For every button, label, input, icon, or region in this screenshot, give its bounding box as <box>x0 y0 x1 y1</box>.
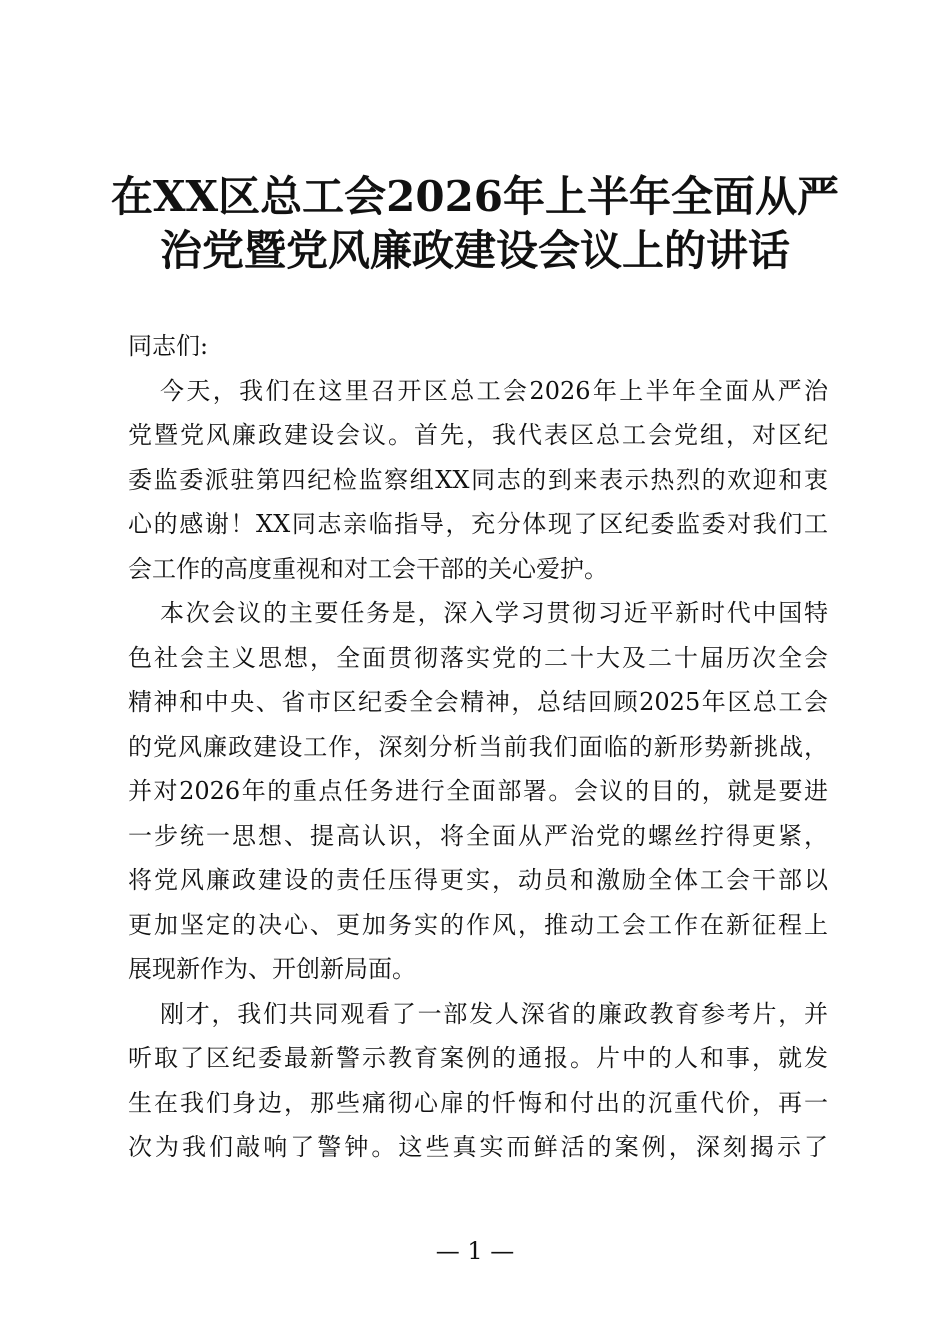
paragraph-line: 精神和中央、省市区纪委全会精神，总结回顾2025年区总工会 <box>128 688 828 716</box>
paragraph-line: 刚才，我们共同观看了一部发人深省的廉政教育参考片，并 <box>160 999 828 1028</box>
paragraph-line: 听取了区纪委最新警示教育案例的通报。片中的人和事，就发 <box>128 1044 828 1072</box>
document-body <box>128 324 828 1170</box>
paragraph-3 <box>128 992 828 1170</box>
paragraph-line: 委监委派驻第四纪检监察组XX同志的到来表示热烈的欢迎和衷 <box>128 465 828 494</box>
paragraph-2 <box>128 591 828 992</box>
paragraph-line: 会工作的高度重视和对工会干部的关心爱护。 <box>128 554 608 583</box>
title-line: 在XX区总工会2026年上半年全面从严 <box>110 172 840 221</box>
paragraph-line: 生在我们身边，那些痛彻心扉的忏悔和付出的沉重代价，再一 <box>128 1088 828 1117</box>
title-line: 治党暨党风廉政建设会议上的讲话 <box>159 226 790 275</box>
page-number: — 1 — <box>435 1237 515 1265</box>
paragraph-line: 次为我们敲响了警钟。这些真实而鲜活的案例，深刻揭示了 <box>128 1133 828 1161</box>
document-title <box>95 170 855 278</box>
salutation: 同志们: <box>128 332 209 360</box>
paragraph-line: 的党风廉政建设工作，深刻分析当前我们面临的新形势新挑战， <box>128 732 828 761</box>
paragraph-line: 更加坚定的决心、更加务实的作风，推动工会工作在新征程上 <box>128 910 828 939</box>
paragraph-line: 展现新作为、开创新局面。 <box>128 955 416 983</box>
paragraph-line: 党暨党风廉政建设会议。首先，我代表区总工会党组，对区纪 <box>128 421 828 449</box>
paragraph-line: 并对2026年的重点任务进行全面部署。会议的目的，就是要进 <box>128 777 828 805</box>
paragraph-line: 本次会议的主要任务是，深入学习贯彻习近平新时代中国特 <box>160 599 828 627</box>
paragraph-line: 今天，我们在这里召开区总工会2026年上半年全面从严治 <box>160 376 828 405</box>
paragraph-line: 色社会主义思想，全面贯彻落实党的二十大及二十届历次全会 <box>128 643 828 672</box>
paragraph-1 <box>128 369 828 592</box>
paragraph-line: 心的感谢！XX同志亲临指导，充分体现了区纪委监委对我们工 <box>128 510 828 538</box>
paragraph-line: 将党风廉政建设的责任压得更实，动员和激励全体工会干部以 <box>128 866 828 894</box>
paragraph-line: 一步统一思想、提高认识，将全面从严治党的螺丝拧得更紧， <box>128 821 828 850</box>
